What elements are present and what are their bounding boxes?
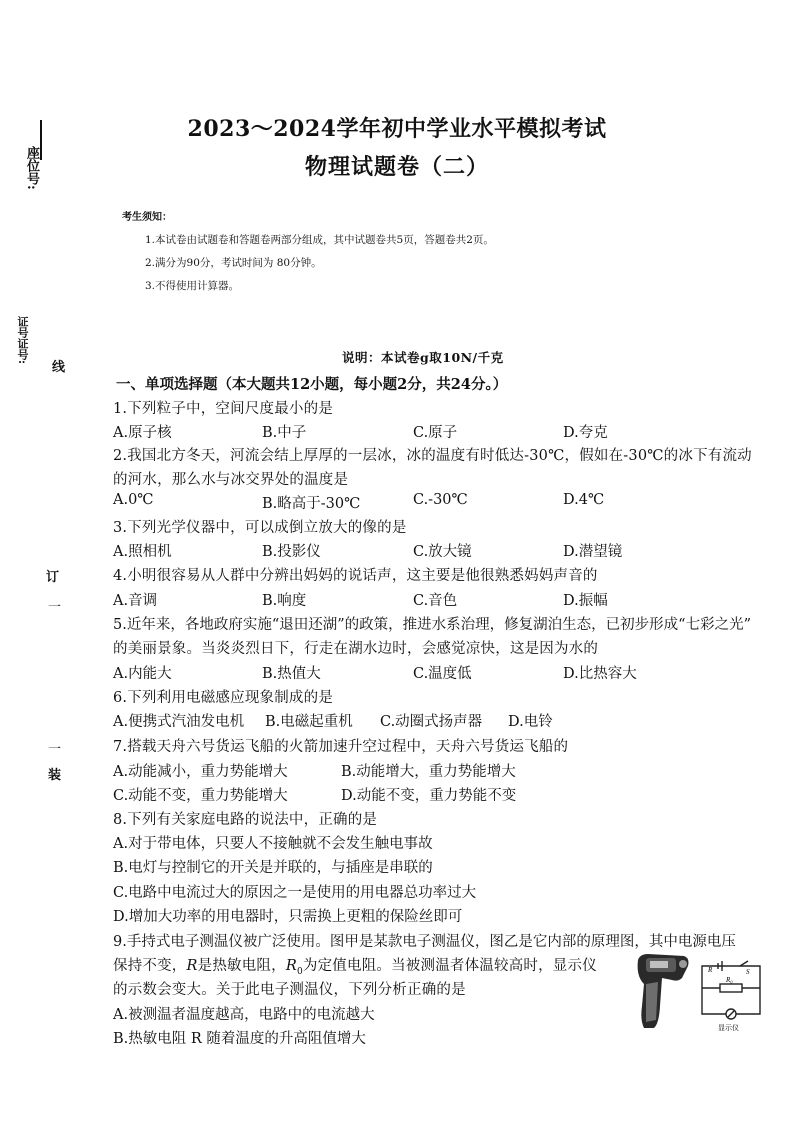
q4-option-c: C.音色 xyxy=(413,593,458,609)
q7-option-d: D.动能不变，重力势能不变 xyxy=(341,788,517,804)
q1-option-a: A.原子核 xyxy=(113,425,172,441)
q8-option-b: B.电灯与控制它的开关是并联的，与插座是串联的 xyxy=(113,860,433,876)
binding-line-mark: 线 xyxy=(52,360,66,375)
q9-text-a: 保持不变， xyxy=(113,958,187,974)
q8-option-c: C.电路中电流过大的原因之一是使用的用电器总功率过大 xyxy=(113,885,477,901)
circuit-label-r0: R₀ xyxy=(726,976,733,984)
q3-option-d: D.潜望镜 xyxy=(563,544,623,560)
binding-zhuang-mark: 装 xyxy=(48,768,62,783)
q9-option-b: B.热敏电阻 R 随着温度的升高阻值增大 xyxy=(113,1031,366,1047)
notice-item: 2.满分为90分，考试时间为 80分钟。 xyxy=(145,257,322,269)
q1-option-d: D.夸克 xyxy=(563,425,608,441)
q2-option-d: D.4℃ xyxy=(563,492,605,508)
q5-option-a: A.内能大 xyxy=(113,666,172,682)
notice-item: 1.本试卷由试题卷和答题卷两部分组成，其中试题卷共5页，答题卷共2页。 xyxy=(145,234,494,246)
q6-option-b: B.电磁起重机 xyxy=(265,714,353,730)
q3-option-c: C.放大镜 xyxy=(413,544,472,560)
q6-option-a: A.便携式汽油发电机 xyxy=(113,714,245,730)
question-9-stem: 9.手持式电子测温仪被广泛使用。图甲是某款电子测温仪，图乙是它内部的原理图，其中电源电压 xyxy=(113,934,736,950)
q4-option-d: D.振幅 xyxy=(563,593,608,609)
q3-option-a: A.照相机 xyxy=(113,544,172,560)
question-7-stem: 7.搭载天舟六号货运飞船的火箭加速升空过程中，天舟六号货运飞船的 xyxy=(113,739,569,755)
seat-number-label: 座位号: xyxy=(24,146,39,190)
q9-text-b: 是热敏电阻， xyxy=(197,958,286,974)
q9-option-a: A.被测温者温度越高，电路中的电流越大 xyxy=(113,1007,375,1023)
q2-option-c: C.-30℃ xyxy=(413,492,468,508)
q3-option-b: B.投影仪 xyxy=(262,544,321,560)
binding-dash-mark-2: 一 xyxy=(48,742,62,757)
q7-option-c: C.动能不变，重力势能增大 xyxy=(113,788,288,804)
q1-option-c: C.原子 xyxy=(413,425,458,441)
question-8-stem: 8.下列有关家庭电路的说法中，正确的是 xyxy=(113,812,378,828)
q9-var-r0: R xyxy=(285,958,297,974)
q8-option-d: D.增加大功率的用电器时，只需换上更粗的保险丝即可 xyxy=(113,909,463,925)
exam-number-label: 证号证号: xyxy=(16,316,29,365)
q5-option-d: D.比热容大 xyxy=(563,666,637,682)
exam-title: 2023～2024学年初中学业水平模拟考试 xyxy=(187,116,607,142)
q6-option-c: C.动圈式扬声器 xyxy=(380,714,483,730)
circuit-diagram xyxy=(696,958,766,1038)
q9-var-r: R xyxy=(186,958,198,974)
notice-item: 3.不得使用计算器。 xyxy=(145,280,240,292)
section-heading: 一、单项选择题（本大题共12小题，每小题2分，共24分。） xyxy=(116,376,508,393)
question-1-stem: 1.下列粒子中，空间尺度最小的是 xyxy=(113,401,334,417)
question-9-stem-cont xyxy=(113,954,597,977)
circuit-label-s: S xyxy=(746,968,750,976)
q5-option-c: C.温度低 xyxy=(413,666,472,682)
q7-option-a: A.动能减小，重力势能增大 xyxy=(113,764,288,780)
thermometer-gun-figure xyxy=(632,950,692,1032)
binding-dash-mark: 一 xyxy=(48,600,62,615)
q4-option-b: B.响度 xyxy=(262,593,307,609)
question-2-stem-cont: 的河水，那么水与冰交界处的温度是 xyxy=(113,472,349,488)
q1-option-b: B.中子 xyxy=(262,425,307,441)
q8-option-a: A.对于带电体，只要人不接触就不会发生触电事故 xyxy=(113,836,433,852)
question-6-stem: 6.下列利用电磁感应现象制成的是 xyxy=(113,690,334,706)
q2-option-b: B.略高于-30℃ xyxy=(262,496,361,512)
question-9-stem-cont-2: 的示数会变大。关于此电子测温仪，下列分析正确的是 xyxy=(113,982,466,998)
exam-subtitle: 物理试题卷（二） xyxy=(304,154,489,180)
q9-var-r0-sub: 0 xyxy=(296,966,303,977)
question-5-stem: 5.近年来，各地政府实施“退田还湖”的政策，推进水系治理，修复湖泊生态，已初步形成“七彩之光” xyxy=(113,617,751,633)
instruction-note: 说明：本试卷g取10N/千克 xyxy=(342,350,504,365)
q5-option-b: B.热值大 xyxy=(262,666,321,682)
notice-heading: 考生须知： xyxy=(122,212,172,223)
circuit-label-r: R xyxy=(708,966,713,974)
question-4-stem: 4.小明很容易从人群中分辨出妈妈的说话声，这主要是他很熟悉妈妈声音的 xyxy=(113,568,598,584)
question-3-stem: 3.下列光学仪器中，可以成倒立放大的像的是 xyxy=(113,520,407,536)
q9-text-c: 为定值电阻。当被测温者体温较高时，显示仪 xyxy=(302,958,597,974)
q2-option-a: A.0℃ xyxy=(113,492,154,508)
q7-option-b: B.动能增大，重力势能增大 xyxy=(341,764,516,780)
question-2-stem: 2.我国北方冬天，河流会结上厚厚的一层冰，冰的温度有时低达-30℃，假如在-30℃的冰下有流动 xyxy=(113,448,752,464)
question-5-stem-cont: 的美丽景象。当炎炎烈日下，行走在湖水边时，会感觉凉快，这是因为水的 xyxy=(113,641,599,657)
circuit-label-display: 显示仪 xyxy=(718,1024,739,1032)
q4-option-a: A.音调 xyxy=(113,593,158,609)
binding-ding-mark: 订 xyxy=(46,570,60,585)
q6-option-d: D.电铃 xyxy=(508,714,553,730)
